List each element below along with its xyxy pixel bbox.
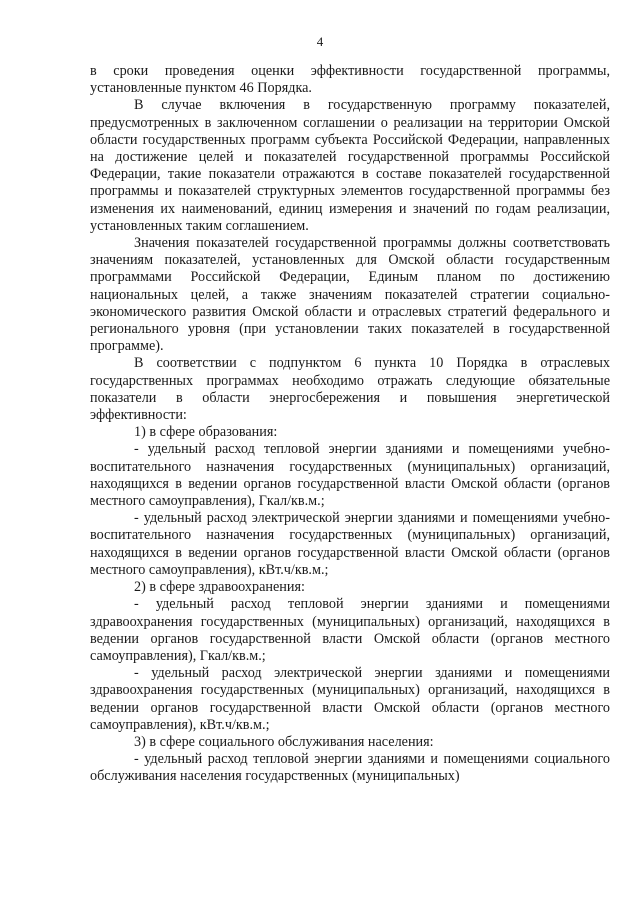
paragraph-2: В случае включения в государственную программу показателей, предусмотренных в заключенном соглашении о реализации на территории Омской области государственных программ субъекта Российской Федерации, направленных на достижение целей и показателей государственной программы Российской Федерации, такие показатели отражаются в составе показателей государственной программы и показателей структурных элементов государственной программы без изменения их наименований, единиц измерения и значений по годам реализации, установленных таким соглашением. xyxy=(90,97,610,234)
list-item-healthcare-electric: - удельный расход электрической энергии зданиями и помещениями здравоохранения государственных (муниципальных) организаций, находящихся в ведении органов государственной власти Омской области (органов местного самоуправления), кВт.ч/кв.м.; xyxy=(90,665,610,733)
list-item-education-electric: - удельный расход электрической энергии зданиями и помещениями учебно-воспитательного назначения государственных (муниципальных) организаций, находящихся в ведении органов государственной власти Омской области (органов местного самоуправления), кВт.ч/кв.м.; xyxy=(90,510,610,578)
list-item-social-heat: - удельный расход тепловой энергии зданиями и помещениями социального обслуживания населения государственных (муниципальных) xyxy=(90,751,610,785)
paragraph-1: в сроки проведения оценки эффективности государственной программы, установленные пунктом 46 Порядка. xyxy=(90,63,610,97)
document-body xyxy=(90,63,610,786)
page-number: 4 xyxy=(316,34,324,49)
list-heading-healthcare: 2) в сфере здравоохранения: xyxy=(134,579,305,596)
list-heading-social: 3) в сфере социального обслуживания населения: xyxy=(134,733,434,750)
list-item-healthcare-heat: - удельный расход тепловой энергии зданиями и помещениями здравоохранения государственных (муниципальных) организаций, находящихся в ведении органов государственной власти Омской области (органов местного самоуправления), Гкал/кв.м.; xyxy=(90,596,610,664)
list-item-education-heat: - удельный расход тепловой энергии зданиями и помещениями учебно-воспитательного назначения государственных (муниципальных) организаций, находящихся в ведении органов государственной власти Омской области (органов местного самоуправления), Гкал/кв.м.; xyxy=(90,441,610,510)
list-heading-education: 1) в сфере образования: xyxy=(134,424,278,441)
paragraph-4: В соответствии с подпунктом 6 пункта 10 Порядка в отраслевых государственных программах необходимо отражать следующие обязательные показатели в области энергосбережения и повышения энергетической эффективности: xyxy=(90,355,610,424)
paragraph-3: Значения показателей государственной программы должны соответствовать значениям показателей, установленных для Омской области государственным программами Российской Федерации, Единым планом по достижению национальных целей, а также значениям показателей стратегии социально-экономического развития Омской области и отраслевых стратегий федерального и регионального уровня (при установлении таких показателей в государственной программе). xyxy=(90,235,610,355)
